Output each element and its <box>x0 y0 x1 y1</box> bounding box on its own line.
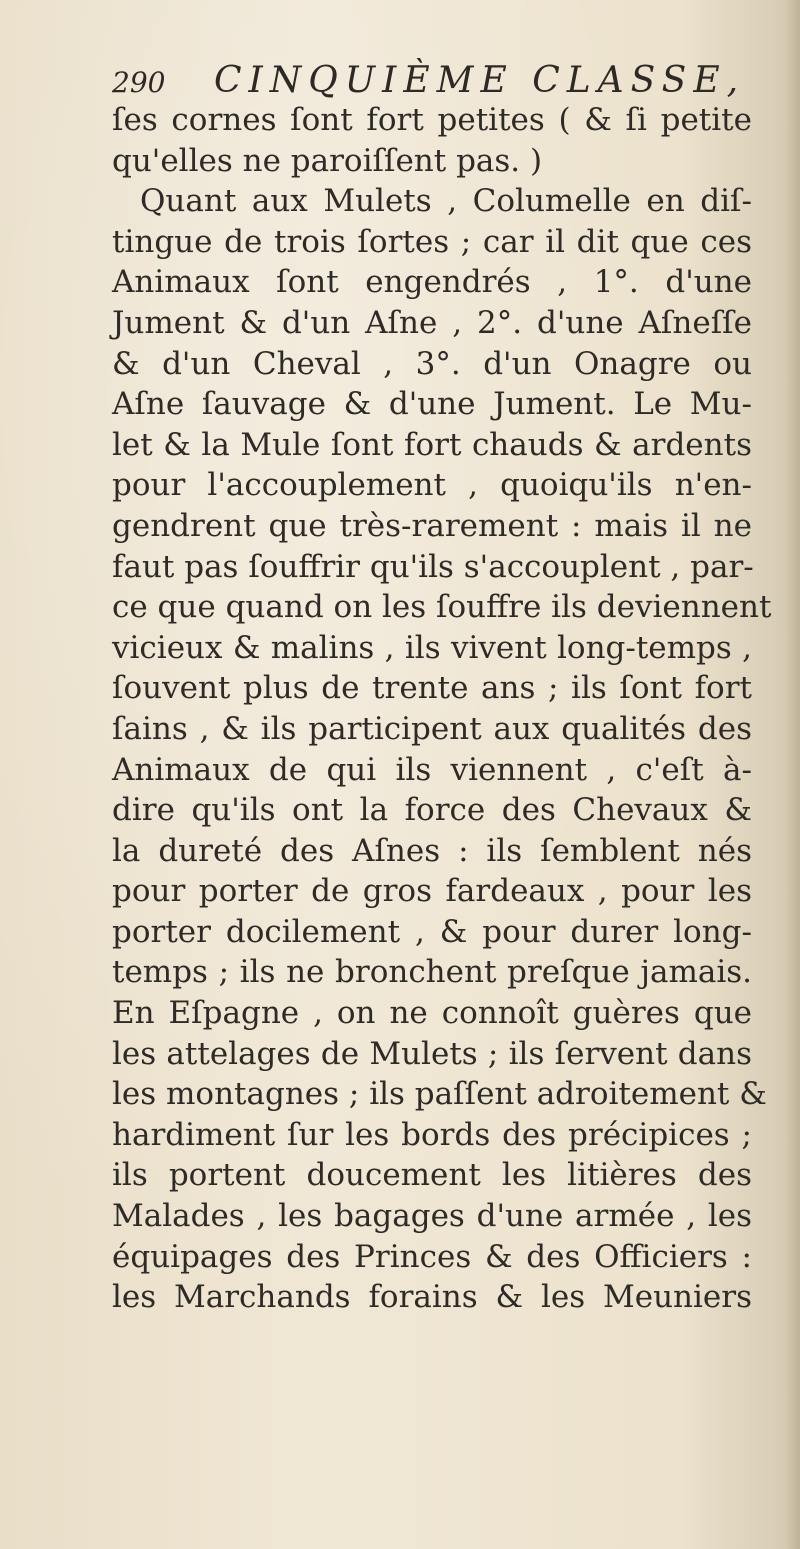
text-line: ſouvent plus de trente ans ; ils ſont fort <box>112 670 752 707</box>
text-line: ſains , & ils participent aux qualités des <box>112 710 752 747</box>
text-line: let & la Mule ſont fort chauds & ardents <box>112 426 752 463</box>
text-line: Jument & d'un Aſne , 2°. d'une Aſneſſe <box>112 304 752 341</box>
text-line: Quant aux Mulets , Columelle en diſ- <box>140 183 752 220</box>
body-text <box>112 100 772 1318</box>
text-line: ils portent doucement les litières des <box>112 1157 752 1194</box>
text-line: tingue de trois ſortes ; car il dit que ces <box>112 223 752 260</box>
text-line: ſes cornes ſont fort petites ( & ſi petite <box>112 102 752 138</box>
text-line: ce que quand on les ſouffre ils deviennent <box>112 589 772 626</box>
text-line: pour l'accouplement , quoiqu'ils n'en- <box>112 467 752 504</box>
text-line: Animaux ſont engendrés , 1°. d'une <box>112 264 752 301</box>
text-line: équipages des Princes & des Officiers : <box>112 1238 752 1275</box>
text-line: gendrent que très-rarement : mais il ne <box>112 507 752 544</box>
text-line: la dureté des Aſnes : ils ſemblent nés <box>112 832 752 869</box>
text-line: les montagnes ; ils paſſent adroitement & <box>112 1076 767 1113</box>
text-line: vicieux & malins , ils vivent long-temps , <box>112 629 752 666</box>
text-line: temps ; ils ne bronchent preſque jamais. <box>112 954 752 991</box>
text-line: les Marchands forains & les Meuniers <box>112 1279 752 1316</box>
text-line: Aſne ſauvage & d'une Jument. Le Mu- <box>112 386 752 423</box>
text-line: Animaux de qui ils viennent , c'eſt à- <box>112 751 752 788</box>
text-line: pour porter de gros fardeaux , pour les <box>112 873 752 910</box>
text-line: hardiment ſur les bords des précipices ; <box>112 1116 752 1153</box>
page-number: 290 <box>112 66 166 99</box>
text-line: & d'un Cheval , 3°. d'un Onagre ou <box>112 345 752 382</box>
running-title: CINQUIÈME CLASSE, <box>214 60 746 101</box>
text-line: Malades , les bagages d'une armée , les <box>112 1198 752 1235</box>
page-edge-shadow <box>786 0 800 1549</box>
text-line: porter docilement , & pour durer long- <box>112 913 752 950</box>
text-line: les attelages de Mulets ; ils ſervent dans <box>112 1035 752 1072</box>
page-header <box>112 58 752 104</box>
text-line: En Eſpagne , on ne connoît guères que <box>112 995 752 1032</box>
text-line: dire qu'ils ont la force des Chevaux & <box>112 792 752 829</box>
text-line: faut pas ſouffrir qu'ils s'accouplent , par- <box>112 548 754 585</box>
text-line: qu'elles ne paroiſſent pas. ) <box>112 142 543 179</box>
